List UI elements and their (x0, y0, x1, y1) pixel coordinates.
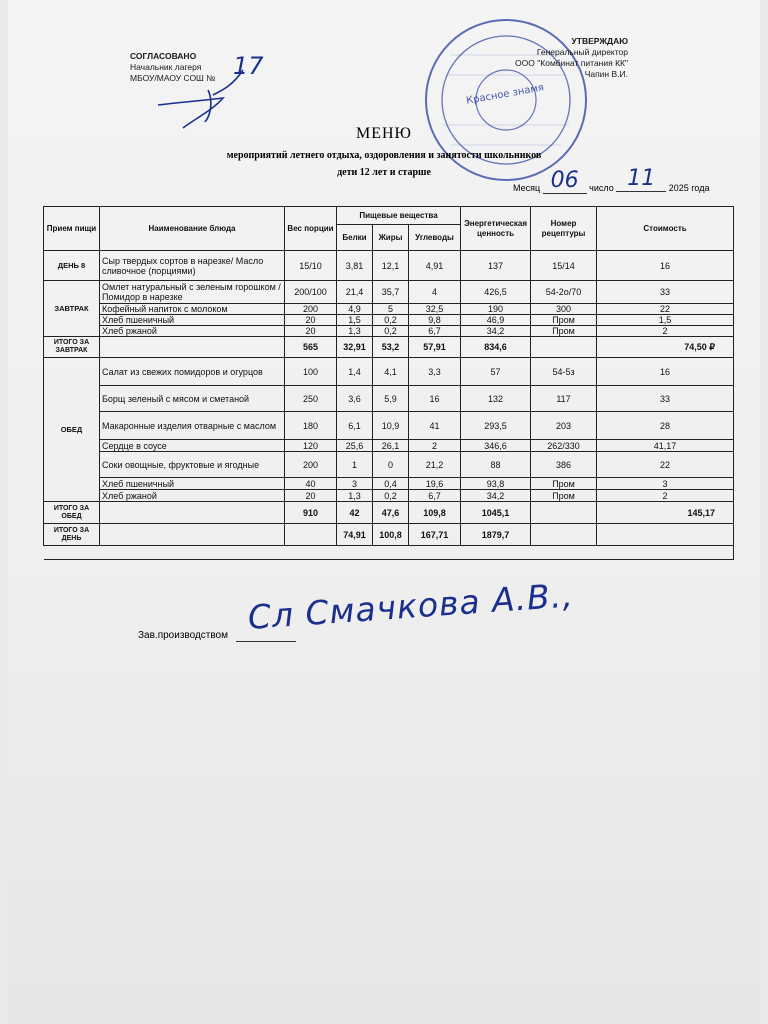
cost: 41,17 (597, 440, 734, 452)
recipe: Пром (531, 490, 597, 502)
day-total-row (44, 524, 734, 546)
signature-line (236, 641, 296, 642)
energy: 57 (461, 358, 531, 386)
cost: 2 (597, 490, 734, 502)
carbs: 6,7 (409, 326, 461, 337)
carbs: 2 (409, 440, 461, 452)
approval-left-title: СОГЛАСОВАНО (130, 51, 197, 61)
fat: 12,1 (373, 251, 409, 281)
carbs: 16 (409, 386, 461, 412)
header-protein: Белки (337, 225, 373, 251)
energy: 137 (461, 251, 531, 281)
cost: 1,5 (597, 315, 734, 326)
cost: 2 (597, 326, 734, 337)
table-row (44, 440, 734, 452)
dish-name: Хлеб ржаной (100, 490, 285, 502)
cost: 16 (597, 358, 734, 386)
table-row (44, 358, 734, 386)
table-row (44, 490, 734, 502)
cost: 22 (597, 452, 734, 478)
total-row (44, 502, 734, 524)
carbs: 3,3 (409, 358, 461, 386)
header-carbs: Углеводы (409, 225, 461, 251)
cost: 22 (597, 304, 734, 315)
energy: 46,9 (461, 315, 531, 326)
day-total-protein: 74,91 (337, 524, 373, 546)
carbs: 41 (409, 412, 461, 440)
recipe: Пром (531, 478, 597, 490)
cost: 16 (597, 251, 734, 281)
protein: 25,6 (337, 440, 373, 452)
recipe: 54-2о/70 (531, 281, 597, 304)
age-group: дети 12 лет и старше (337, 167, 431, 178)
cost: 3 (597, 478, 734, 490)
energy: 132 (461, 386, 531, 412)
approval-right-line1: Генеральный директор (536, 47, 628, 57)
carbs: 6,7 (409, 490, 461, 502)
energy: 346,6 (461, 440, 531, 452)
header-recipe: Номер рецептуры (531, 207, 597, 251)
cost: 33 (597, 386, 734, 412)
day-total-fat: 100,8 (373, 524, 409, 546)
header-fat: Жиры (373, 225, 409, 251)
portion: 180 (285, 412, 337, 440)
portion: 100 (285, 358, 337, 386)
header-energy: Энергетическая ценность (461, 207, 531, 251)
dish-name: Хлеб пшеничный (100, 315, 285, 326)
approval-right-line2: ООО "Комбинат питания КК" (515, 58, 628, 68)
date-line (513, 166, 733, 198)
table-row (44, 478, 734, 490)
protein: 3,6 (337, 386, 373, 412)
total-cost: 74,50 ₽ (597, 337, 734, 358)
table-row (44, 386, 734, 412)
empty-row (44, 546, 734, 560)
stamp-text: Красное знамя (465, 82, 545, 107)
table-row (44, 452, 734, 478)
fat: 0,2 (373, 490, 409, 502)
carbs: 32,5 (409, 304, 461, 315)
fat: 26,1 (373, 440, 409, 452)
approval-left-line1: Начальник лагеря (130, 62, 202, 72)
handwritten-signature-left (153, 60, 273, 130)
header-dish: Наименование блюда (100, 207, 285, 251)
portion: 200 (285, 304, 337, 315)
energy: 426,5 (461, 281, 531, 304)
recipe: 54-5з (531, 358, 597, 386)
dish-name: Хлеб ржаной (100, 326, 285, 337)
menu-table (43, 206, 734, 560)
portion: 20 (285, 490, 337, 502)
protein: 3 (337, 478, 373, 490)
total-protein: 32,91 (337, 337, 373, 358)
approval-right-title: УТВЕРЖДАЮ (571, 36, 628, 46)
day-total-energy: 1879,7 (461, 524, 531, 546)
carbs: 19,6 (409, 478, 461, 490)
day-total-label: ИТОГО ЗА ДЕНЬ (44, 524, 100, 546)
dish-name: Хлеб пшеничный (100, 478, 285, 490)
cost: 28 (597, 412, 734, 440)
portion: 200/100 (285, 281, 337, 304)
energy: 34,2 (461, 326, 531, 337)
fat: 10,9 (373, 412, 409, 440)
year-label: 2025 года (668, 183, 710, 193)
total-carbs: 57,91 (409, 337, 461, 358)
dish-name: Кофейный напиток с молоком (100, 304, 285, 315)
protein: 1 (337, 452, 373, 478)
carbs: 4 (409, 281, 461, 304)
recipe: 203 (531, 412, 597, 440)
protein: 3,81 (337, 251, 373, 281)
day-label: ДЕНЬ 8 (44, 251, 100, 281)
fat: 4,1 (373, 358, 409, 386)
energy: 34,2 (461, 490, 531, 502)
dish-name: Сыр твердых сортов в нарезке/ Масло сливочное (порциями) (100, 251, 285, 281)
table-row (44, 251, 734, 281)
total-row (44, 337, 734, 358)
fat: 0 (373, 452, 409, 478)
page-subtitle: мероприятий летнего отдыха, оздоровления и занятости школьников (226, 150, 542, 161)
breakfast-total-label: ИТОГО ЗА ЗАВТРАК (44, 337, 100, 358)
total-protein: 42 (337, 502, 373, 524)
carbs: 21,2 (409, 452, 461, 478)
recipe: 386 (531, 452, 597, 478)
portion: 120 (285, 440, 337, 452)
recipe: Пром (531, 315, 597, 326)
fat: 35,7 (373, 281, 409, 304)
header-meal: Прием пищи (44, 207, 100, 251)
recipe: 15/14 (531, 251, 597, 281)
carbs: 9,8 (409, 315, 461, 326)
header-portion: Вес порции (285, 207, 337, 251)
protein: 21,4 (337, 281, 373, 304)
fat: 0,2 (373, 315, 409, 326)
total-cost: 145,17 (597, 502, 734, 524)
dish-name: Борщ зеленый с мясом и сметаной (100, 386, 285, 412)
fat: 5 (373, 304, 409, 315)
dish-name: Соки овощные, фруктовые и ягодные (100, 452, 285, 478)
header-nutrients: Пищевые вещества (337, 207, 461, 225)
signature-label: Зав.производством (138, 630, 228, 641)
month-value: 06 (543, 168, 587, 194)
portion: 20 (285, 326, 337, 337)
dish-name: Омлет натуральный с зеленым горошком /Помидор в нарезке (100, 281, 285, 304)
energy: 93,8 (461, 478, 531, 490)
total-portion: 910 (285, 502, 337, 524)
page-title: МЕНЮ (356, 125, 412, 142)
energy: 190 (461, 304, 531, 315)
portion: 40 (285, 478, 337, 490)
total-energy: 834,6 (461, 337, 531, 358)
total-carbs: 109,8 (409, 502, 461, 524)
total-portion: 565 (285, 337, 337, 358)
day-value: 11 (616, 166, 666, 192)
recipe: Пром (531, 326, 597, 337)
approval-left-line2: МБОУ/МАОУ СОШ № (130, 73, 216, 83)
meal-breakfast: ЗАВТРАК (44, 281, 100, 337)
protein: 1,3 (337, 490, 373, 502)
table-row (44, 281, 734, 304)
portion: 20 (285, 315, 337, 326)
lunch-total-label: ИТОГО ЗА ОБЕД (44, 502, 100, 524)
protein: 4,9 (337, 304, 373, 315)
dish-name: Макаронные изделия отварные с маслом (100, 412, 285, 440)
day-total-carbs: 167,71 (409, 524, 461, 546)
fat: 0,2 (373, 326, 409, 337)
meal-lunch: ОБЕД (44, 358, 100, 502)
protein: 1,3 (337, 326, 373, 337)
protein: 6,1 (337, 412, 373, 440)
cost: 33 (597, 281, 734, 304)
total-fat: 53,2 (373, 337, 409, 358)
portion: 200 (285, 452, 337, 478)
approval-right (478, 36, 628, 80)
recipe: 300 (531, 304, 597, 315)
day-label: число (589, 183, 614, 193)
header-cost: Стоимость (597, 207, 734, 251)
energy: 88 (461, 452, 531, 478)
recipe: 117 (531, 386, 597, 412)
table-row (44, 304, 734, 315)
recipe: 262/330 (531, 440, 597, 452)
fat: 5,9 (373, 386, 409, 412)
protein: 1,4 (337, 358, 373, 386)
approval-right-line3: Чапин В.И. (584, 69, 628, 79)
fat: 0,4 (373, 478, 409, 490)
table-row (44, 315, 734, 326)
month-label: Месяц (513, 183, 541, 193)
dish-name: Сердце в соусе (100, 440, 285, 452)
total-fat: 47,6 (373, 502, 409, 524)
energy: 293,5 (461, 412, 531, 440)
dish-name: Салат из свежих помидоров и огурцов (100, 358, 285, 386)
total-energy: 1045,1 (461, 502, 531, 524)
table-row (44, 412, 734, 440)
protein: 1,5 (337, 315, 373, 326)
school-number: 17 (233, 52, 264, 80)
table-row (44, 326, 734, 337)
handwritten-signature: Сл Смачкова А.В., (246, 575, 575, 637)
carbs: 4,91 (409, 251, 461, 281)
portion: 250 (285, 386, 337, 412)
document-page (8, 0, 760, 1024)
portion: 15/10 (285, 251, 337, 281)
